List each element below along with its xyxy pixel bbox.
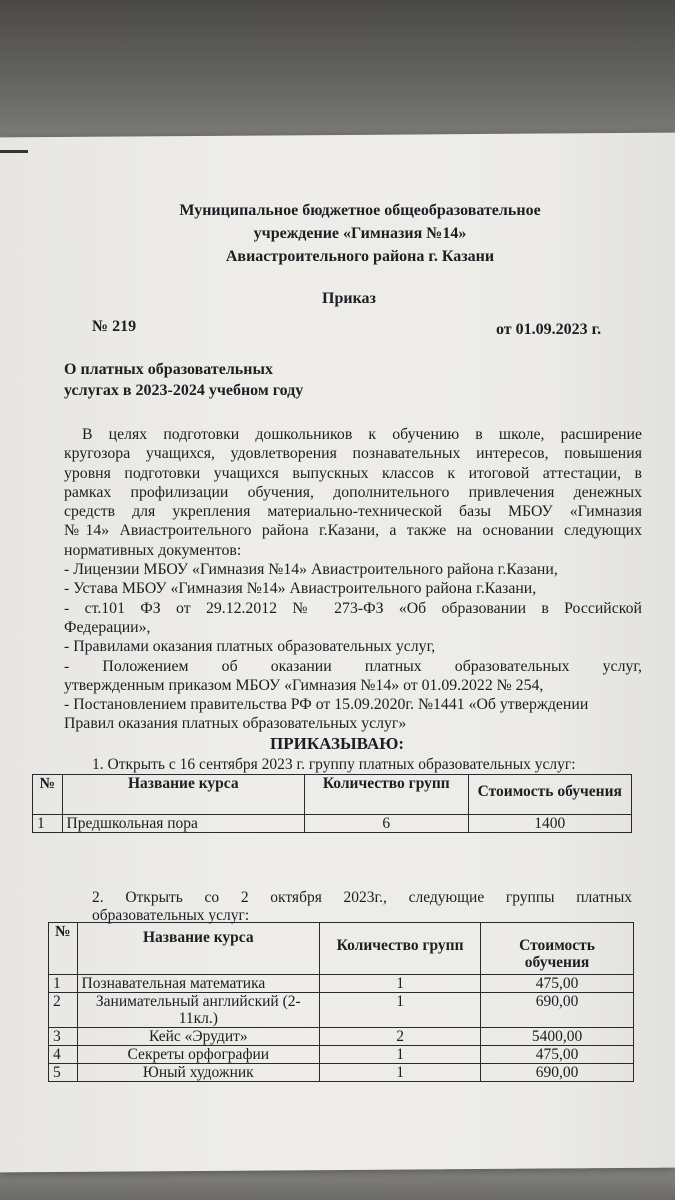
row-number: 2 xyxy=(49,993,78,1028)
table-courses-october xyxy=(48,922,634,1082)
row-cost: 690,00 xyxy=(481,1064,634,1082)
table-row xyxy=(49,1064,634,1082)
table-header-course: Название курса xyxy=(62,775,305,815)
row-course: Юный художник xyxy=(77,1064,320,1082)
order-body xyxy=(64,425,642,734)
body-line: - Правилами оказания платных образовательных услуг, xyxy=(64,638,436,656)
row-groups: 2 xyxy=(320,1028,481,1046)
body-line: нормативных документов: xyxy=(64,541,242,559)
body-line: Федерации», xyxy=(64,618,151,636)
row-course: Занимательный английский (2-11кл.) xyxy=(77,993,320,1028)
body-line: Правил оказания платных образовательных услуг» xyxy=(64,715,407,733)
row-cost: 690,00 xyxy=(481,993,634,1028)
decree-heading: ПРИКАЗЫВАЮ: xyxy=(270,734,405,753)
row-number: 5 xyxy=(49,1064,78,1082)
order-subject-line-1: О платных образовательных xyxy=(64,361,273,378)
row-cost: 475,00 xyxy=(481,1046,634,1064)
table-row xyxy=(49,1028,634,1046)
item-2-text: 2. Открыть со 2 октября 2023г., следующие группы платных xyxy=(92,889,632,906)
body-line: рамках профилизации обучения, дополнительного привлечения денежных xyxy=(64,483,642,501)
row-course: Кейс «Эрудит» xyxy=(77,1028,320,1046)
row-groups: 1 xyxy=(320,1064,481,1082)
pen-mark xyxy=(0,150,28,153)
row-cost: 1400 xyxy=(468,815,631,833)
order-date: от 01.09.2023 г. xyxy=(496,321,602,338)
background-top xyxy=(0,0,675,140)
table-row xyxy=(49,993,634,1028)
row-groups: 1 xyxy=(320,1046,481,1064)
table-header-cost: Стоимость обучения xyxy=(481,923,634,975)
body-line: кругозора учащихся, удовлетворения познавательных интересов, повышения xyxy=(64,445,642,463)
row-cost: 5400,00 xyxy=(481,1028,634,1046)
order-title: Приказ xyxy=(322,290,376,307)
header-line-2: учреждение «Гимназия №14» xyxy=(253,225,467,242)
row-groups: 6 xyxy=(305,815,468,833)
row-number: 4 xyxy=(49,1046,78,1064)
body-line: - Постановлением правительства РФ от 15.09.2020г. №1441 «Об утверждении xyxy=(64,696,589,714)
body-line: - Устава МБОУ «Гимназия №14» Авиастроительного района г.Казани, xyxy=(64,580,537,598)
row-cost: 475,00 xyxy=(481,975,634,993)
row-course: Познавательная математика xyxy=(77,975,320,993)
row-groups: 1 xyxy=(320,975,481,993)
body-line: В целях подготовки дошкольников к обучению в школе, расширение xyxy=(82,426,642,443)
document-header xyxy=(100,199,620,268)
header-line-1: Муниципальное бюджетное общеобразовательное xyxy=(179,202,541,219)
item-1-text: 1. Открыть с 16 сентября 2023 г. группу платных образовательных услуг: xyxy=(92,756,576,773)
table-courses-september xyxy=(32,774,632,833)
table-header-groups: Количество групп xyxy=(305,775,468,815)
table-header-cost: Стоимость обучения xyxy=(468,775,631,815)
body-line: - Лицензии МБОУ «Гимназия №14» Авиастроительного района г.Казани, xyxy=(64,561,558,579)
row-number: 3 xyxy=(49,1028,78,1046)
body-line: уровня подготовки учащихся выпускных классов к итоговой аттестации, в xyxy=(64,464,642,482)
body-line: №14» Авиастроительного района г.Казани, а также на основании следующих xyxy=(64,522,642,540)
row-course: Предшкольная пора xyxy=(62,815,305,833)
row-course: Секреты орфографии xyxy=(77,1046,320,1064)
table-row xyxy=(33,815,632,833)
table-header-groups: Количество групп xyxy=(320,923,481,975)
table-header-number: № xyxy=(33,775,63,815)
item-2-line-2: образовательных услуг: xyxy=(92,907,250,924)
body-line: - Положением об оказании платных образовательных услуг, xyxy=(64,657,642,675)
header-line-3: Авиастроительного района г. Казани xyxy=(225,248,495,265)
item-2-line-1 xyxy=(92,889,632,907)
row-groups: 1 xyxy=(320,993,481,1028)
row-number: 1 xyxy=(49,975,78,993)
table-header-number: № xyxy=(49,923,78,975)
table-row xyxy=(49,1046,634,1064)
body-line: средств для укрепления материально-технической базы МБОУ «Гимназия xyxy=(64,503,642,521)
row-number: 1 xyxy=(33,815,63,833)
order-number: № 219 xyxy=(92,318,137,335)
order-subject-line-2: услугах в 2023-2024 учебном году xyxy=(64,382,304,399)
table-row xyxy=(49,975,634,993)
body-line: - ст.101 ФЗ от 29.12.2012 № 273-ФЗ «Об образовании в Российской xyxy=(64,599,642,617)
body-line: утвержденным приказом МБОУ «Гимназия №14» от 01.09.2022 № 254, xyxy=(64,676,544,694)
table-header-course: Название курса xyxy=(77,923,320,975)
